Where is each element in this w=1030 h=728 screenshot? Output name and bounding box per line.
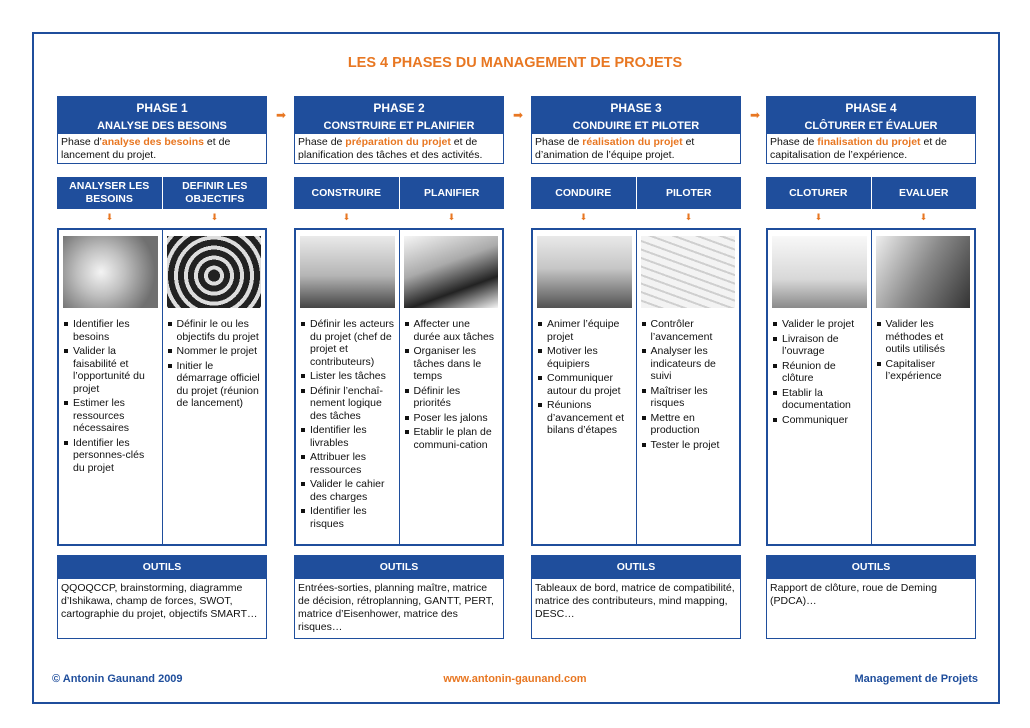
phase-2-header (294, 96, 504, 134)
phase-2-tasks (294, 228, 504, 546)
task-item: Etablir la documentation (772, 387, 867, 412)
phase-2-tools-header: OUTILS (294, 555, 504, 579)
task-list (641, 318, 736, 451)
phase-2-tasks-left (296, 230, 400, 544)
phase-4-step-headers (766, 177, 976, 209)
phase-3-photo-right (641, 236, 736, 308)
phase-4-photo-left (772, 236, 867, 308)
task-item: Animer l’équipe projet (537, 318, 632, 343)
phase-1-tools-text: QQOQCCP, brainstorming, diagramme d’Ishikawa, champ de forces, SWOT, cartographie du projet, objectifs SMART… (57, 579, 267, 639)
phase-4-photo-right (876, 236, 971, 308)
phase-1-subtitle: ANALYSE DES BESOINS (97, 120, 227, 132)
phase-1-header-block (57, 96, 267, 164)
down-arrow-icon: ⬇ (684, 212, 693, 222)
task-item: Définir les acteurs du projet (chef de projet et contributeurs) (300, 318, 395, 368)
phase-2-photo-left (300, 236, 395, 308)
task-item: Valider le cahier des charges (300, 478, 395, 503)
down-arrow-icon: ⬇ (814, 212, 823, 222)
task-item: Définir l’enchaî-nement logique des tâches (300, 385, 395, 423)
phase-3-tasks (531, 228, 741, 546)
phase-4-tasks-right (872, 230, 975, 544)
task-item: Communiquer autour du projet (537, 372, 632, 397)
task-item: Motiver les équipiers (537, 345, 632, 370)
phase-3-step-right: PILOTER (665, 186, 712, 199)
down-arrow-icon: ⬇ (579, 212, 588, 222)
task-item: Réunions d’avancement et bilans d’étapes (537, 399, 632, 437)
task-item: Communiquer (772, 414, 867, 427)
task-item: Valider le projet (772, 318, 867, 331)
phase-2-tools-text: Entrées-sorties, planning maître, matrice de décision, rétroplanning, GANTT, PERT, matrice d’Eisenhower, matrice des risques… (294, 579, 504, 639)
phase-1-photo-left (63, 236, 158, 308)
phase-2-header-block (294, 96, 504, 164)
task-item: Tester le projet (641, 439, 736, 452)
task-item: Définir le ou les objectifs du projet (167, 318, 262, 343)
phase-3-header (531, 96, 741, 134)
down-arrow-icon: ⬇ (919, 212, 928, 222)
down-arrow-icon: ⬇ (210, 212, 219, 222)
phase-3-title: PHASE 3 (610, 101, 662, 115)
task-item: Identifier les livrables (300, 424, 395, 449)
phase-1-tasks-left (59, 230, 163, 544)
footer-subject: Management de Projets (854, 673, 978, 685)
task-item: Lister les tâches (300, 370, 395, 383)
phase-2-subtitle: CONSTRUIRE ET PLANIFIER (323, 120, 475, 132)
task-item: Organiser les tâches dans le temps (404, 345, 499, 383)
phase-2-photo-right (404, 236, 499, 308)
phase-3-header-block (531, 96, 741, 164)
phase-4-tools-text: Rapport de clôture, roue de Deming (PDCA)… (766, 579, 976, 639)
phase-4-down-arrows (766, 211, 976, 223)
phase-1-tools-header: OUTILS (57, 555, 267, 579)
task-item: Attribuer les ressources (300, 451, 395, 476)
phase-1-down-arrows (57, 211, 267, 223)
task-item: Nommer le projet (167, 345, 262, 358)
phase-arrow-right-icon: ➡ (275, 108, 287, 122)
task-item: Livraison de l’ouvrage (772, 333, 867, 358)
phase-3-tools-header: OUTILS (531, 555, 741, 579)
task-item: Identifier les risques (300, 505, 395, 530)
down-arrow-icon: ⬇ (447, 212, 456, 222)
task-item: Valider les méthodes et outils utilisés (876, 318, 971, 356)
task-item: Capitaliser l’expérience (876, 358, 971, 383)
phase-1-tasks (57, 228, 267, 546)
phase-1-title: PHASE 1 (136, 101, 188, 115)
phase-3-step-headers (531, 177, 741, 209)
phase-4-header (766, 96, 976, 134)
phase-3-tools-text: Tableaux de bord, matrice de compatibilité, matrice des contributeurs, mind mapping, DESC… (531, 579, 741, 639)
down-arrow-icon: ⬇ (105, 212, 114, 222)
phase-3-description: Phase de réalisation du projet et d’animation de l’équipe projet. (531, 134, 741, 164)
phase-2-title: PHASE 2 (373, 101, 425, 115)
task-item: Analyser les indicateurs de suivi (641, 345, 736, 383)
phase-1-step-headers (57, 177, 267, 209)
phase-3-subtitle: CONDUIRE ET PILOTER (572, 120, 700, 132)
phase-2-description: Phase de préparation du projet et de planification des tâches et des activités. (294, 134, 504, 164)
phase-1-step-left: ANALYSER LES BESOINS (57, 177, 163, 209)
task-item: Etablir le plan de communi-cation (404, 426, 499, 451)
task-list (537, 318, 632, 437)
phase-1-photo-right (167, 236, 262, 308)
task-item: Identifier les personnes-clés du projet (63, 437, 158, 475)
task-item: Affecter une durée aux tâches (404, 318, 499, 343)
task-list (300, 318, 395, 530)
page-title: LES 4 PHASES DU MANAGEMENT DE PROJETS (347, 55, 683, 71)
phase-3-step-left: CONDUIRE (531, 177, 637, 209)
task-item: Définir les priorités (404, 385, 499, 410)
phase-1-description: Phase d’analyse des besoins et de lancement du projet. (57, 134, 267, 164)
phase-4-header-block (766, 96, 976, 164)
task-item: Identifier les besoins (63, 318, 158, 343)
phase-3-photo-left (537, 236, 632, 308)
phase-1-step-right: DEFINIR LES OBJECTIFS (182, 180, 248, 205)
task-item: Initier le démarrage officiel du projet (réunion de lancement) (167, 360, 262, 410)
phase-4-subtitle: CLÔTURER ET ÉVALUER (804, 120, 938, 132)
footer-website-link[interactable]: www.antonin-gaunand.com (443, 673, 587, 685)
phase-1-tasks-right (163, 230, 266, 544)
task-list (63, 318, 158, 474)
task-item: Mettre en production (641, 412, 736, 437)
phase-1-header (57, 96, 267, 134)
task-item: Maîtriser les risques (641, 385, 736, 410)
phase-4-tasks (766, 228, 976, 546)
phase-3-tasks-right (637, 230, 740, 544)
footer-copyright: © Antonin Gaunand 2009 (52, 673, 183, 685)
phase-4-title: PHASE 4 (845, 101, 897, 115)
phase-2-step-right: PLANIFIER (424, 186, 480, 199)
task-item: Réunion de clôture (772, 360, 867, 385)
phase-3-down-arrows (531, 211, 741, 223)
phase-arrow-right-icon: ➡ (512, 108, 524, 122)
phase-4-tasks-left (768, 230, 872, 544)
phase-4-tools-header: OUTILS (766, 555, 976, 579)
task-list (404, 318, 499, 451)
task-list (772, 318, 867, 426)
task-item: Estimer les ressources nécessaires (63, 397, 158, 435)
down-arrow-icon: ⬇ (342, 212, 351, 222)
task-list (167, 318, 262, 410)
phase-3-tasks-left (533, 230, 637, 544)
phase-2-step-headers (294, 177, 504, 209)
task-item: Poser les jalons (404, 412, 499, 425)
phase-2-step-left: CONSTRUIRE (294, 177, 400, 209)
phase-4-description: Phase de finalisation du projet et de capitalisation de l’expérience. (766, 134, 976, 164)
phase-2-down-arrows (294, 211, 504, 223)
phase-arrow-right-icon: ➡ (749, 108, 761, 122)
task-item: Contrôler l’avancement (641, 318, 736, 343)
task-list (876, 318, 971, 383)
phase-2-tasks-right (400, 230, 503, 544)
task-item: Valider la faisabilité et l’opportunité du projet (63, 345, 158, 395)
phase-4-step-right: EVALUER (899, 186, 949, 199)
phase-4-step-left: CLOTURER (766, 177, 872, 209)
